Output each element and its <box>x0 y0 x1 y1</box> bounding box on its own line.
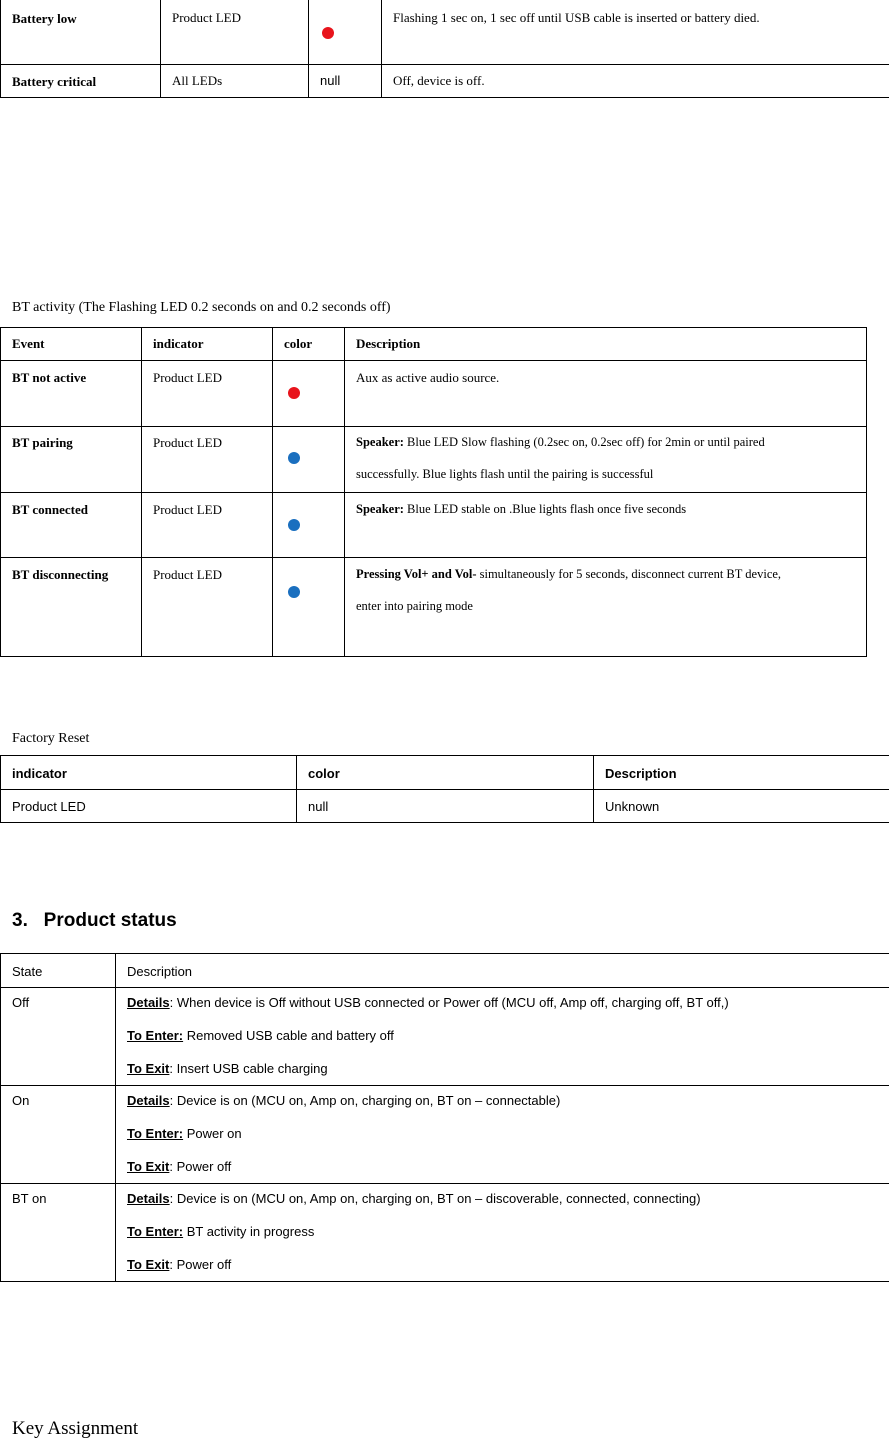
indicator-cell: All LEDs <box>161 65 309 98</box>
color-cell: null <box>297 790 594 823</box>
event-cell: Battery low <box>1 0 161 65</box>
event-cell: BT connected <box>1 493 142 558</box>
state-cell: On <box>1 1086 116 1184</box>
description-cell: Speaker: Blue LED stable on .Blue lights flash once five seconds <box>345 493 867 558</box>
table-row <box>1 361 867 427</box>
table-row <box>1 1086 889 1184</box>
indicator-cell: Product LED <box>142 493 273 558</box>
description-cell: Details: Device is on (MCU on, Amp on, charging on, BT on – discoverable, connected, connecting) To Enter: BT activity in progress To Exit: Power off <box>116 1184 889 1282</box>
table-header-row <box>1 756 889 790</box>
section-heading: 3. Product status <box>12 910 177 931</box>
indicator-cell: Product LED <box>142 361 273 427</box>
table-row <box>1 1184 889 1282</box>
color-cell <box>309 0 382 65</box>
table-row <box>1 558 867 657</box>
header-color: color <box>273 328 345 361</box>
description-cell: Speaker: Blue LED Slow flashing (0.2sec on, 0.2sec off) for 2min or until paired successfully. Blue lights flash until the pairing is successful <box>345 427 867 493</box>
header-event: Event <box>1 328 142 361</box>
indicator-cell: Product LED <box>142 427 273 493</box>
key-assignment-heading: Key Assignment <box>12 1418 139 1439</box>
description-cell: Pressing Vol+ and Vol- simultaneously for 5 seconds, disconnect current BT device, enter into pairing mode <box>345 558 867 657</box>
color-cell <box>273 493 345 558</box>
color-cell <box>273 427 345 493</box>
table-row <box>1 493 867 558</box>
product-status-table <box>0 953 889 1282</box>
table-row <box>1 427 867 493</box>
header-indicator: indicator <box>142 328 273 361</box>
description-cell: Details: When device is Off without USB connected or Power off (MCU off, Amp off, charging off, BT off,) To Enter: Removed USB cable and battery off To Exit: Insert USB cable charging <box>116 988 889 1086</box>
description-cell: Off, device is off. <box>382 65 889 98</box>
red-led-dot-icon <box>288 387 300 399</box>
battery-status-table <box>0 0 889 98</box>
description-cell: Unknown <box>594 790 889 823</box>
header-description: Description <box>116 954 889 988</box>
red-led-dot-icon <box>322 27 334 39</box>
event-cell: BT disconnecting <box>1 558 142 657</box>
blue-led-dot-icon <box>288 586 300 598</box>
bt-activity-table <box>0 327 867 657</box>
table-row <box>1 790 889 823</box>
indicator-cell: Product LED <box>161 0 309 65</box>
event-cell: Battery critical <box>1 65 161 98</box>
table-row <box>1 0 889 65</box>
factory-reset-caption: Factory Reset <box>12 731 90 746</box>
state-cell: Off <box>1 988 116 1086</box>
header-description: Description <box>345 328 867 361</box>
bt-activity-caption: BT activity (The Flashing LED 0.2 seconds on and 0.2 seconds off) <box>12 300 391 315</box>
blue-led-dot-icon <box>288 452 300 464</box>
table-row <box>1 65 889 98</box>
factory-reset-table <box>0 755 889 823</box>
event-cell: BT pairing <box>1 427 142 493</box>
indicator-cell: Product LED <box>1 790 297 823</box>
color-cell: null <box>309 65 382 98</box>
table-header-row <box>1 328 867 361</box>
color-cell <box>273 558 345 657</box>
event-cell: BT not active <box>1 361 142 427</box>
description-cell: Aux as active audio source. <box>345 361 867 427</box>
table-row <box>1 988 889 1086</box>
description-cell: Details: Device is on (MCU on, Amp on, charging on, BT on – connectable) To Enter: Power on To Exit: Power off <box>116 1086 889 1184</box>
state-cell: BT on <box>1 1184 116 1282</box>
table-header-row <box>1 954 889 988</box>
header-indicator: indicator <box>1 756 297 790</box>
description-cell: Flashing 1 sec on, 1 sec off until USB cable is inserted or battery died. <box>382 0 889 65</box>
indicator-cell: Product LED <box>142 558 273 657</box>
header-state: State <box>1 954 116 988</box>
blue-led-dot-icon <box>288 519 300 531</box>
header-color: color <box>297 756 594 790</box>
header-description: Description <box>594 756 889 790</box>
color-cell <box>273 361 345 427</box>
